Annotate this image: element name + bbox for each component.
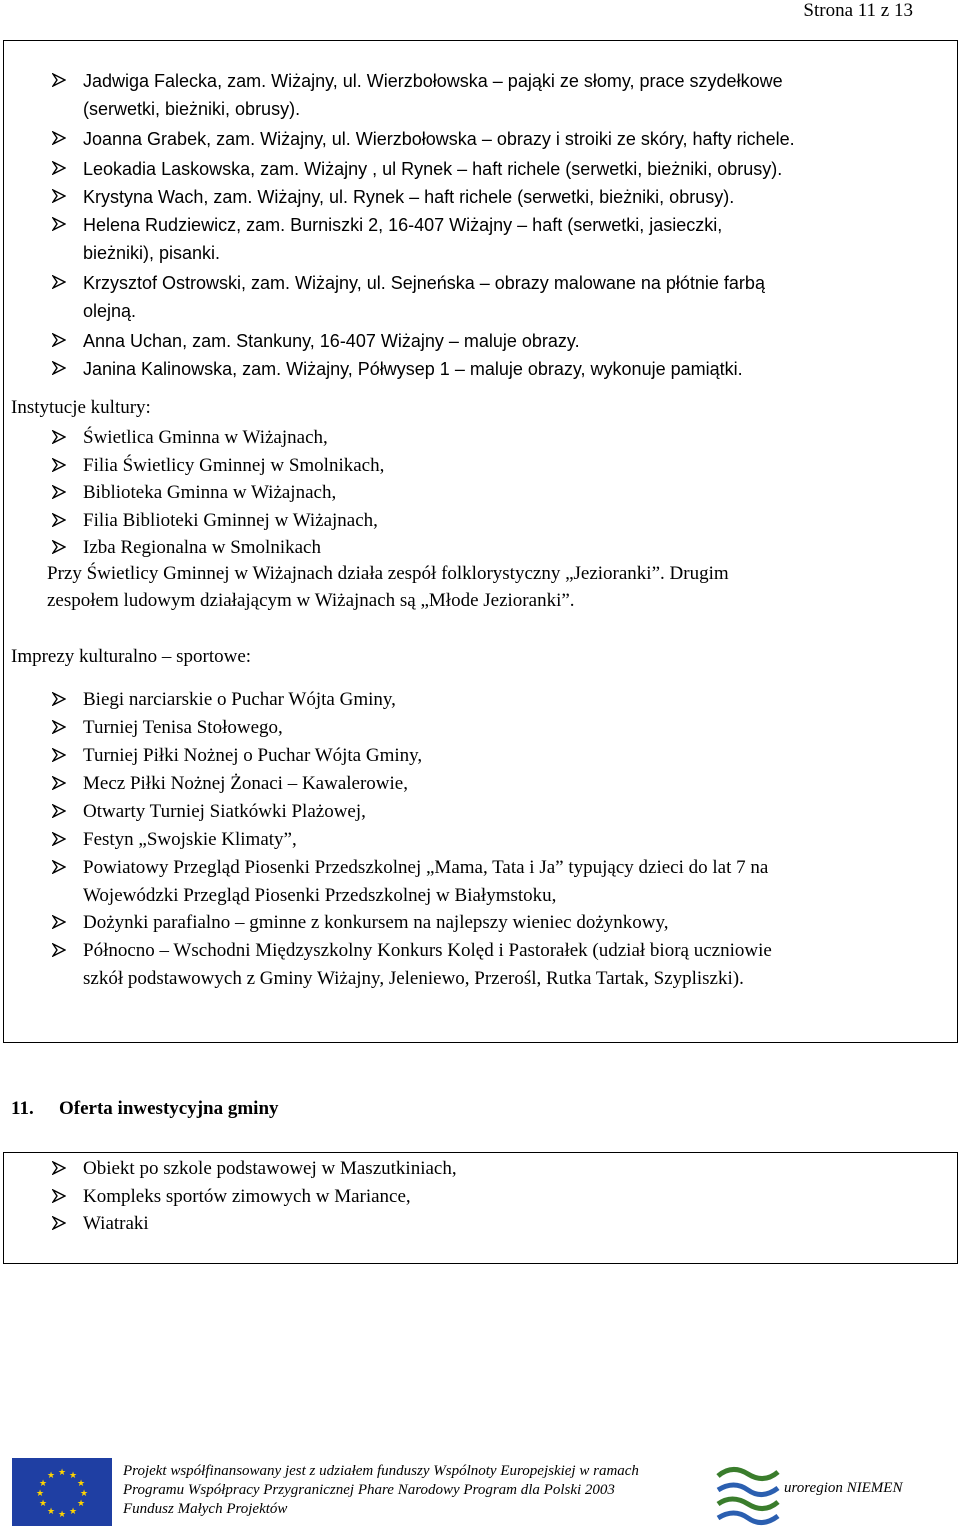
event-item: [4, 714, 954, 742]
arrow-bullet-icon: [52, 692, 66, 706]
arrow-bullet-icon: [52, 540, 66, 554]
svg-text:★: ★: [35, 1489, 45, 1499]
footer-line-1: Projekt współfinansowany jest z udziałem funduszy Wspólnoty Europejskiej w ramach: [123, 1463, 639, 1479]
investment-item-text: Kompleks sportów zimowych w Mariance,: [83, 1185, 411, 1207]
artisan-item-text: Leokadia Laskowska, zam. Wiżajny , ul Rynek – haft richele (serwetki, bieżniki, obrusy).: [83, 159, 783, 179]
artisan-item-text: (serwetki, bieżniki, obrusy).: [83, 99, 301, 119]
arrow-bullet-icon: [52, 217, 66, 231]
svg-text:★: ★: [79, 1489, 89, 1499]
culture-item: [4, 424, 944, 452]
event-item: [4, 826, 954, 854]
euroregion-logo: [712, 1456, 784, 1528]
event-item: [4, 770, 954, 798]
investment-item: [4, 1210, 944, 1238]
arrow-bullet-icon: [52, 915, 66, 929]
artisan-item-text: Anna Uchan, zam. Stankuny, 16-407 Wiżajny – maluje obrazy.: [83, 331, 580, 351]
arrow-bullet-icon: [52, 275, 66, 289]
svg-text:★: ★: [57, 1468, 67, 1478]
event-item-text: Północno – Wschodni Międzyszkolny Konkurs Kolęd i Pastorałek (udział biorą uczniowie: [83, 940, 772, 961]
artisan-item-text: Helena Rudziewicz, zam. Burniszki 2, 16-407 Wiżajny – haft (serwetki, jasieczki,: [83, 215, 723, 235]
arrow-bullet-icon: [52, 189, 66, 203]
event-item-text: Turniej Tenisa Stołowego,: [83, 717, 283, 738]
artisan-item: [4, 211, 944, 269]
artisan-item-text: Krystyna Wach, zam. Wiżajny, ul. Rynek – haft richele (serwetki, bieżniki, obrusy).: [83, 187, 735, 207]
events-heading: Imprezy kulturalno – sportowe:: [11, 646, 252, 667]
arrow-bullet-icon: [52, 776, 66, 790]
arrow-bullet-icon: [52, 131, 66, 145]
svg-text:★: ★: [38, 1479, 48, 1489]
arrow-bullet-icon: [52, 161, 66, 175]
culture-item: [4, 507, 944, 535]
event-item: [4, 909, 954, 937]
culture-item-text: Biblioteka Gminna w Wiżajnach,: [83, 482, 337, 503]
footer-line-3: Fundusz Małych Projektów: [123, 1501, 288, 1517]
arrow-bullet-icon: [52, 458, 66, 472]
footer-euroregion-text: uroregion NIEMEN: [784, 1480, 903, 1496]
culture-item-text: Izba Regionalna w Smolnikach: [83, 537, 321, 558]
arrow-bullet-icon: [52, 720, 66, 734]
arrow-bullet-icon: [52, 748, 66, 762]
arrow-bullet-icon: [52, 1161, 66, 1175]
artisan-item: [4, 355, 944, 383]
artisan-item: [4, 155, 944, 183]
eu-flag-logo: [12, 1458, 112, 1526]
artisan-item: [4, 183, 944, 211]
artisan-item-text: Jadwiga Falecka, zam. Wiżajny, ul. Wierzbołowska – pająki ze słomy, prace szydełkowe: [83, 71, 783, 91]
event-item-text: Otwarty Turniej Siatkówki Plażowej,: [83, 801, 366, 822]
artisan-item-text: Krzysztof Ostrowski, zam. Wiżajny, ul. Sejneńska – obrazy malowane na płótnie farbą: [83, 273, 765, 293]
svg-text:★: ★: [57, 1510, 67, 1520]
arrow-bullet-icon: [52, 73, 66, 87]
event-item-text: Dożynki parafialno – gminne z konkursem na najlepszy wieniec dożynkowy,: [83, 912, 669, 933]
arrow-bullet-icon: [52, 1189, 66, 1203]
event-item-text: Festyn „Swojskie Klimaty”,: [83, 829, 297, 850]
event-item-text: szkół podstawowych z Gminy Wiżajny, Jeleniewo, Przerośl, Rutka Tartak, Szypliszki).: [83, 967, 744, 989]
culture-heading: Instytucje kultury:: [11, 397, 151, 418]
investment-item: [4, 1155, 944, 1183]
svg-text:★: ★: [46, 1471, 56, 1481]
page-number: Strona 11 z 13: [803, 0, 913, 21]
svg-text:★: ★: [68, 1471, 78, 1481]
section-title-text: Oferta inwestycyjna gminy: [59, 1098, 279, 1119]
event-item: [4, 686, 954, 714]
event-item-text: Mecz Piłki Nożnej Żonaci – Kawalerowie,: [83, 773, 408, 794]
culture-item: [4, 534, 944, 562]
footer-line-2: Programu Współpracy Przygranicznej Phare Narodowy Program dla Polski 2003: [123, 1482, 615, 1498]
investment-item: [4, 1183, 944, 1211]
event-item-text: Powiatowy Przegląd Piosenki Przedszkolnej „Mama, Tata i Ja” typujący dzieci do lat 7 na: [83, 857, 769, 878]
artisan-item-text: Janina Kalinowska, zam. Wiżajny, Półwysep 1 – maluje obrazy, wykonuje pamiątki.: [83, 359, 743, 379]
investment-item-text: Obiekt po szkole podstawowej w Maszutkiniach,: [83, 1158, 457, 1179]
arrow-bullet-icon: [52, 430, 66, 444]
arrow-bullet-icon: [52, 832, 66, 846]
event-item-text: Wojewódzki Przegląd Piosenki Przedszkolnej w Białymstoku,: [83, 884, 557, 906]
investment-item-text: Wiatraki: [83, 1213, 149, 1234]
section-number: 11.: [11, 1098, 34, 1119]
culture-item-text: Filia Biblioteki Gminnej w Wiżajnach,: [83, 509, 378, 531]
event-item-text: Biegi narciarskie o Puchar Wójta Gminy,: [83, 689, 396, 710]
event-item: [4, 937, 954, 993]
culture-paragraph-line-1: Przy Świetlicy Gminnej w Wiżajnach działa zespół folklorystyczny „Jezioranki”. Drugim: [47, 563, 729, 584]
event-item: [4, 798, 954, 826]
arrow-bullet-icon: [52, 333, 66, 347]
svg-text:★: ★: [46, 1507, 56, 1517]
footer-cofinancing-note: [123, 1462, 683, 1519]
culture-item: [4, 452, 944, 480]
arrow-bullet-icon: [52, 361, 66, 375]
artisans-list: [4, 67, 944, 383]
culture-item-text: Świetlica Gminna w Wiżajnach,: [83, 427, 328, 448]
section-11-title: [11, 1098, 279, 1120]
artisan-item: [4, 327, 944, 355]
events-list: [4, 686, 954, 993]
arrow-bullet-icon: [52, 860, 66, 874]
arrow-bullet-icon: [52, 513, 66, 527]
artisan-item-text: Joanna Grabek, zam. Wiżajny, ul. Wierzbołowska – obrazy i stroiki ze skóry, hafty richele.: [83, 129, 795, 149]
investment-list: [4, 1155, 944, 1238]
arrow-bullet-icon: [52, 485, 66, 499]
event-item: [4, 742, 954, 770]
svg-text:★: ★: [38, 1499, 48, 1509]
artisan-item: [4, 67, 944, 125]
artisan-item: [4, 269, 944, 327]
arrow-bullet-icon: [52, 804, 66, 818]
svg-text:★: ★: [68, 1507, 78, 1517]
arrow-bullet-icon: [52, 1216, 66, 1230]
artisan-item-text: bieżniki), pisanki.: [83, 243, 221, 263]
culture-institutions-list: [4, 424, 944, 562]
svg-text:★: ★: [76, 1479, 86, 1489]
artisan-item: [4, 125, 944, 155]
culture-item-text: Filia Świetlicy Gminnej w Smolnikach,: [83, 454, 385, 476]
event-item: [4, 854, 954, 909]
svg-text:★: ★: [76, 1499, 86, 1509]
artisan-item-text: olejną.: [83, 301, 137, 321]
culture-item: [4, 479, 944, 507]
arrow-bullet-icon: [52, 943, 66, 957]
culture-paragraph-line-2: zespołem ludowym działającym w Wiżajnach są „Młode Jezioranki”.: [47, 590, 575, 611]
event-item-text: Turniej Piłki Nożnej o Puchar Wójta Gminy,: [83, 745, 423, 766]
